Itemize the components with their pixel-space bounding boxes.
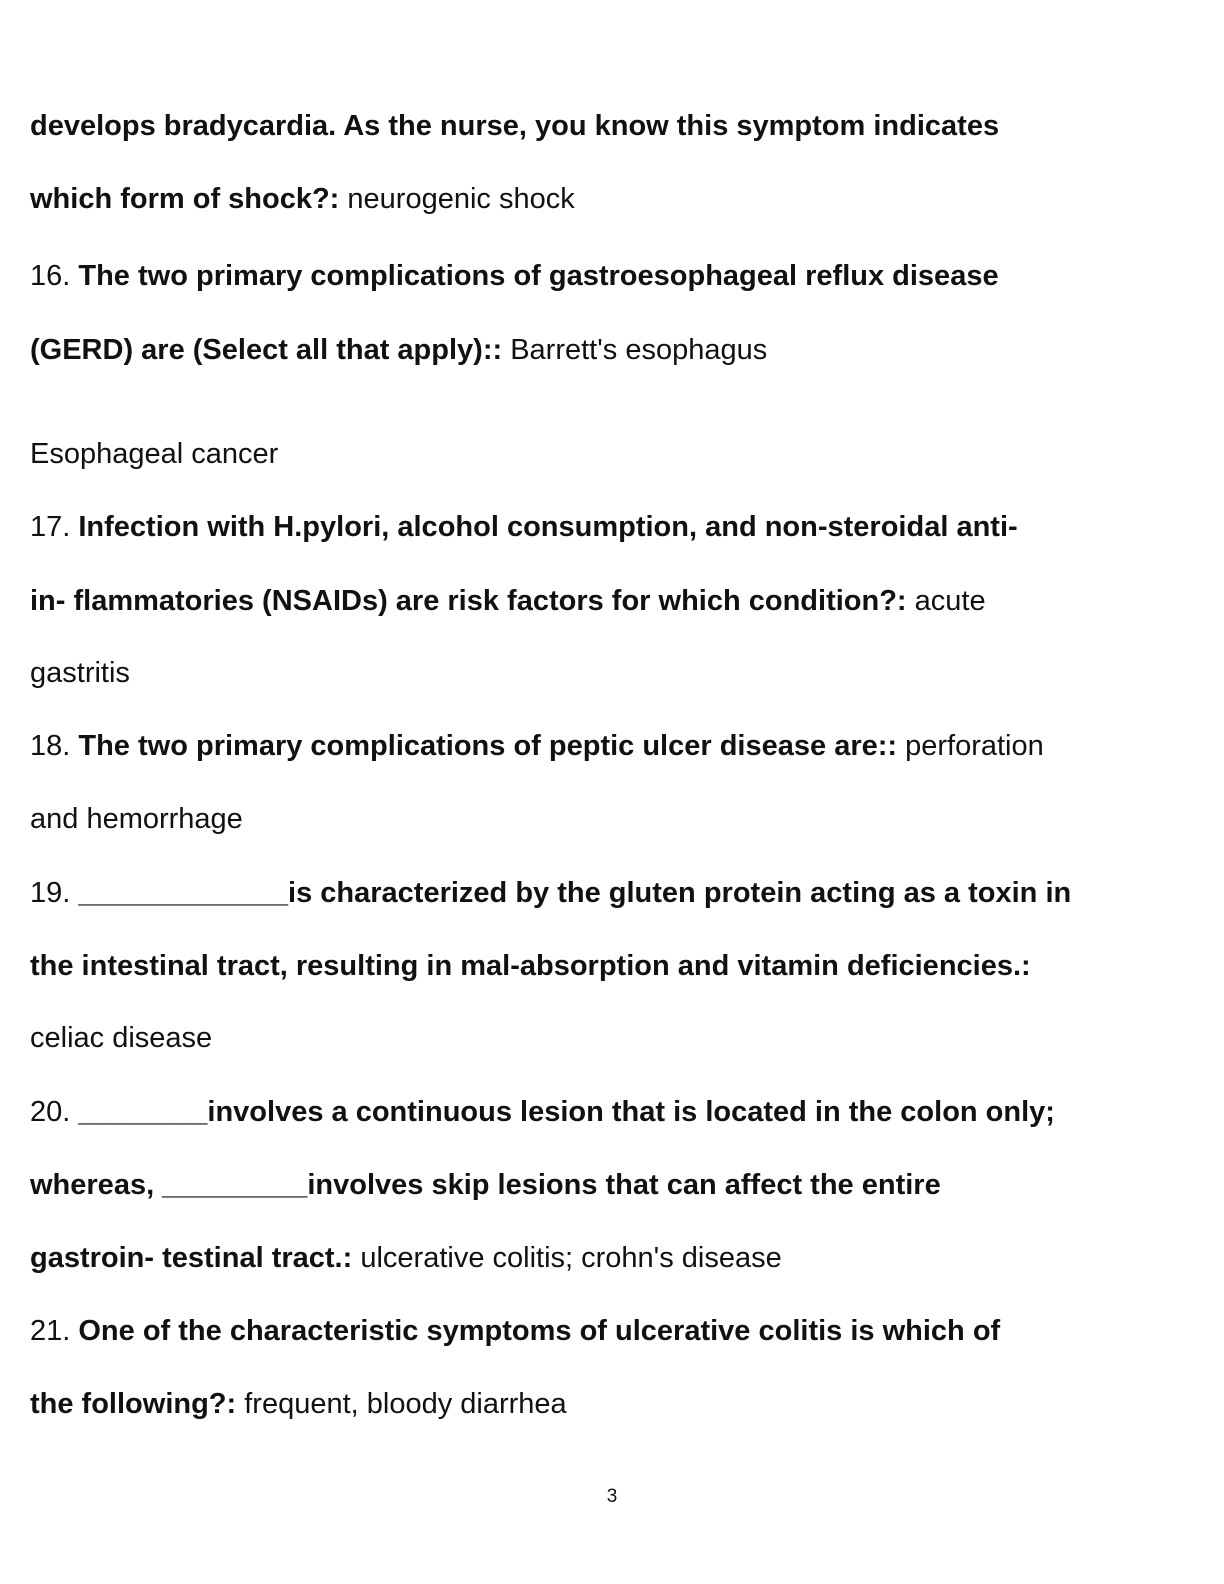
- question-16-answer-2: [30, 437, 278, 471]
- answer-text: celiac disease: [30, 1022, 213, 1054]
- answer-text: acute: [906, 585, 986, 617]
- question-21-line-2: [30, 1387, 567, 1421]
- question-text: in- flammatories (NSAIDs) are risk factors for which condition?:: [30, 585, 907, 617]
- question-number: 18.: [30, 730, 79, 762]
- question-text: _____________is characterized by the gluten protein acting as a toxin in: [78, 877, 1072, 909]
- question-text: The two primary complications of gastroesophageal reflux disease: [78, 260, 999, 292]
- question-18-line-1: [30, 729, 1044, 763]
- answer-text: neurogenic shock: [339, 183, 575, 215]
- question-text: Infection with H.pylori, alcohol consumption, and non-steroidal anti-: [78, 511, 1018, 543]
- answer-text: perforation: [897, 730, 1044, 762]
- question-19-line-3: [30, 1021, 212, 1055]
- question-19-line-2: [30, 949, 1031, 983]
- question-number: 19.: [30, 877, 79, 909]
- question-text: develops bradycardia. As the nurse, you know this symptom indicates: [30, 110, 1000, 142]
- question-21-line-1: [30, 1314, 1000, 1348]
- page-number: 3: [606, 1486, 618, 1507]
- question-number: 21.: [30, 1315, 79, 1347]
- answer-text: Barrett's esophagus: [502, 334, 768, 366]
- question-16-line-2: [30, 333, 767, 367]
- question-18-line-2: [30, 802, 243, 836]
- question-16-line-1: [30, 259, 999, 293]
- question-17-line-3: [30, 656, 130, 690]
- question-20-line-1: [30, 1095, 1055, 1129]
- question-text: the following?:: [30, 1388, 237, 1420]
- answer-text: Esophageal cancer: [30, 438, 279, 470]
- answer-text: and hemorrhage: [30, 803, 243, 835]
- question-number: 16.: [30, 260, 79, 292]
- question-text: whereas, _________involves skip lesions that can affect the entire: [30, 1169, 941, 1201]
- question-text: gastroin- testinal tract.:: [30, 1242, 353, 1274]
- question-20-line-2: [30, 1168, 941, 1202]
- question-20-line-3: [30, 1241, 782, 1275]
- question-text: The two primary complications of peptic ulcer disease are::: [78, 730, 898, 762]
- text-line-2: [30, 182, 575, 216]
- question-text: (GERD) are (Select all that apply)::: [30, 334, 503, 366]
- question-19-line-1: [30, 876, 1071, 910]
- question-number: 20.: [30, 1096, 79, 1128]
- question-text: One of the characteristic symptoms of ulcerative colitis is which of: [78, 1315, 1001, 1347]
- answer-text: gastritis: [30, 657, 130, 689]
- question-text: the intestinal tract, resulting in mal-absorption and vitamin deficiencies.:: [30, 950, 1031, 982]
- text-line-1: [30, 109, 999, 143]
- question-17-line-2: [30, 584, 986, 618]
- answer-text: frequent, bloody diarrhea: [236, 1388, 567, 1420]
- question-text: which form of shock?:: [30, 183, 340, 215]
- answer-text: ulcerative colitis; crohn's disease: [352, 1242, 782, 1274]
- question-text: ________involves a continuous lesion that is located in the colon only;: [78, 1096, 1055, 1128]
- question-number: 17.: [30, 511, 79, 543]
- question-17-line-1: [30, 510, 1018, 544]
